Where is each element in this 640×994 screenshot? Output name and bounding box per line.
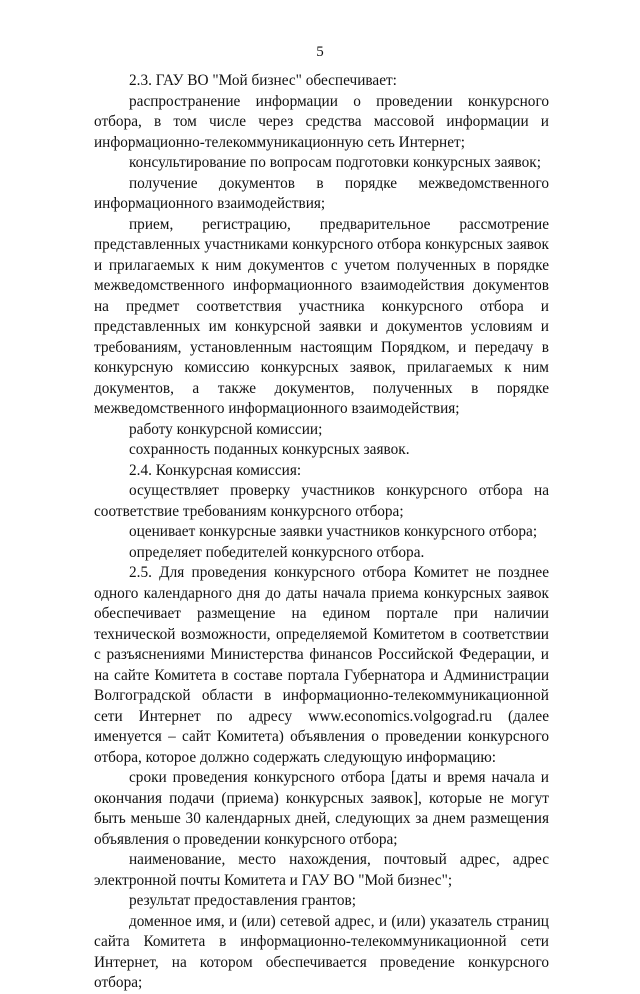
paragraph: сохранность поданных конкурсных заявок.: [129, 441, 410, 458]
paragraph: сроки проведения конкурсного отбора [даты и время начала и окончания подачи (приема) конкурсных заявок], которые не могут быть меньше 30 календарных дней, следующих за днем размещения объявления о проведении конкурсного отбора;: [94, 769, 549, 848]
paragraph: осуществляет проверку участников конкурсного отбора на соответствие требованиям конкурсного отбора;: [94, 482, 549, 520]
paragraph: доменное имя, и (или) сетевой адрес, и (или) указатель страниц сайта Комитета в информационно-телекоммуникационной сети Интернет, на котором обеспечивается проведение конкурсного отбора;: [94, 912, 549, 991]
paragraph: получение документов в порядке межведомственного информационного взаимодействия;: [94, 174, 549, 212]
paragraph: определяет победителей конкурсного отбора.: [129, 543, 425, 561]
paragraph: консультирование по вопросам подготовки конкурсных заявок;: [129, 154, 541, 171]
page-number: 5: [316, 44, 324, 60]
document-body: [94, 71, 549, 994]
paragraph: работу конкурсной комиссии;: [129, 420, 323, 438]
paragraph: наименование, место нахождения, почтовый адрес, адрес электронной почты Комитета и ГАУ ВО "Мой бизнес";: [94, 851, 549, 889]
paragraph: результат предоставления грантов;: [129, 892, 356, 909]
paragraph-2-3-heading: 2.3. ГАУ ВО "Мой бизнес" обеспечивает:: [129, 72, 397, 89]
paragraph-2-5: 2.5. Для проведения конкурсного отбора Комитет не позднее одного календарного дня до даты начала приема конкурсных заявок обеспечивает размещение на едином портале при наличии технической возможности, определяемой Комитетом в соответствии с разъяснениями Министерства финансов Российской Федерации, и на сайте Комитета в составе портала Губернатора и Администрации Волгоградской области в информационно-телекоммуникационной сети Интернет по адресу www.economics.volgograd.ru (далее именуется – сайт Комитета) объявления о проведении конкурсного отбора, которое должно содержать следующую информацию:: [94, 564, 549, 766]
paragraph: распространение информации о проведении конкурсного отбора, в том числе через средства массовой информации и информационно-телекоммуникационную сеть Интернет;: [94, 92, 549, 151]
paragraph: прием, регистрацию, предварительное рассмотрение представленных участниками конкурсного отбора конкурсных заявок и прилагаемых к ним документов с учетом полученных в порядке межведомственного информационного взаимодействия документов на предмет соответствия участника конкурсного отбора и представленных им конкурсной заявки и документов условиям и требованиям, установленным настоящим Порядком, и передачу в конкурсную комиссию конкурсных заявок, прилагаемых к ним документов, а также документов, полученных в порядке межведомственного информационного взаимодействия;: [94, 215, 549, 417]
paragraph: оценивает конкурсные заявки участников конкурсного отбора;: [129, 523, 538, 540]
paragraph-2-4-heading: 2.4. Конкурсная комиссия:: [129, 461, 302, 479]
